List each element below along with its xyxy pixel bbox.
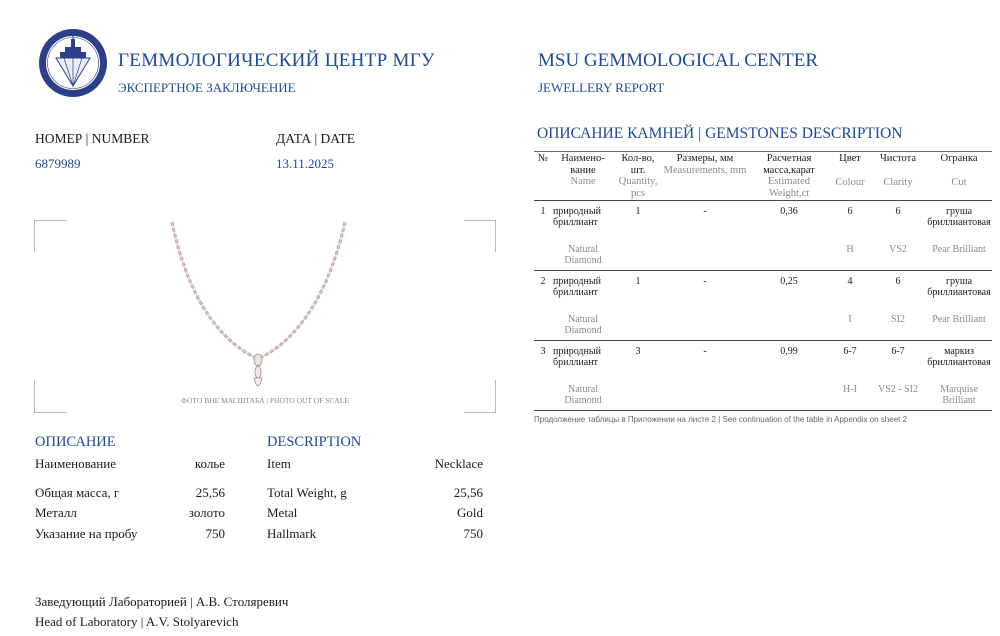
gemstones-table xyxy=(534,151,992,411)
col-cut xyxy=(926,152,992,201)
weight-label-en: Total Weight, g xyxy=(267,485,347,500)
col-weight xyxy=(748,152,830,201)
cell-clarity-ru: 6-7 xyxy=(870,341,926,369)
cell-weight: 0,99 xyxy=(748,341,830,369)
cell-colour-en: H-I xyxy=(830,368,870,411)
subtitle-ru: ЭКСПЕРТНОЕ ЗАКЛЮЧЕНИЕ xyxy=(118,80,296,95)
cell-clarity-en: VS2 xyxy=(889,244,907,255)
table-row xyxy=(534,201,992,229)
date-value: 13.11.2025 xyxy=(276,156,335,171)
title-ru: ГЕММОЛОГИЧЕСКИЙ ЦЕНТР МГУ xyxy=(118,50,435,71)
col-meas-en: Measurements, mm xyxy=(663,164,747,176)
table-header xyxy=(534,152,992,201)
cell-name-en: Natural Diamond xyxy=(564,314,602,336)
col-meas-ru: Размеры, мм xyxy=(676,153,734,164)
col-name xyxy=(552,152,614,201)
metal-value-en: Gold xyxy=(457,505,483,520)
col-colour-en: Colour xyxy=(835,176,865,188)
cell-colour-en: H xyxy=(846,244,854,255)
weight-value-ru: 25,56 xyxy=(195,485,225,500)
number-label: НОМЕР | NUMBER xyxy=(35,131,150,146)
hallmark-value-en: 750 xyxy=(463,526,483,541)
cell-qty: 1 xyxy=(614,201,662,229)
item-label-ru: Наименование xyxy=(35,456,116,471)
description-title-ru: ОПИСАНИЕ xyxy=(35,434,116,450)
col-clarity-en: Clarity xyxy=(883,176,913,188)
hallmark-value-ru: 750 xyxy=(205,526,225,541)
col-weight-en: Estimated Weight,ct xyxy=(768,176,810,199)
msu-emblem-logo xyxy=(38,28,108,98)
cell-cut-en: Pear Brilliant xyxy=(932,244,986,255)
col-cut-en: Cut xyxy=(951,176,967,188)
number-value: 6879989 xyxy=(35,156,81,171)
table-row xyxy=(534,228,992,271)
item-value-en: Necklace xyxy=(434,456,483,471)
item-value-ru: колье xyxy=(194,456,225,471)
signature-en: Head of Laboratory | A.V. Stolyarevich xyxy=(35,614,239,629)
cell-weight: 0,36 xyxy=(748,201,830,229)
col-clarity-ru: Чистота xyxy=(879,153,917,164)
cell-meas: - xyxy=(662,341,748,369)
cell-cut-ru: груша бриллиантовая xyxy=(926,271,992,299)
col-name-en: Name xyxy=(570,176,596,187)
cell-name-ru: природный бриллиант xyxy=(552,271,614,299)
col-no: № xyxy=(534,152,552,201)
signature-ru: Заведующий Лабораторией | А.В. Столяревич xyxy=(35,594,289,609)
cell-meas: - xyxy=(662,201,748,229)
cell-clarity-en: VS2 - SI2 xyxy=(870,368,926,411)
cell-meas: - xyxy=(662,271,748,299)
cell-name-en: Natural Diamond xyxy=(552,368,614,411)
weight-label-ru: Общая масса, г xyxy=(35,485,120,500)
table-row xyxy=(534,271,992,299)
cell-cut-ru: маркиз бриллиантовая xyxy=(926,341,992,369)
col-qty xyxy=(614,152,662,201)
hallmark-label-ru: Указание на пробу xyxy=(35,526,138,541)
table-row xyxy=(534,368,992,411)
col-clarity xyxy=(870,152,926,201)
cell-no: 3 xyxy=(534,341,552,369)
col-qty-en: Quantity, pcs xyxy=(618,176,658,199)
cell-cut-en: Pear Brilliant xyxy=(932,314,986,325)
cell-cut-ru: груша бриллиантовая xyxy=(926,201,992,229)
cell-name-ru: природный бриллиант xyxy=(552,201,614,229)
cell-weight: 0,25 xyxy=(748,271,830,299)
cell-qty: 3 xyxy=(614,341,662,369)
weight-value-en: 25,56 xyxy=(453,485,483,500)
cell-no: 2 xyxy=(534,271,552,299)
cell-clarity-en: SI2 xyxy=(891,314,905,325)
table-row xyxy=(534,298,992,341)
gemstones-title: ОПИСАНИЕ КАМНЕЙ | GEMSTONES DESCRIPTION xyxy=(537,125,903,142)
cell-clarity-ru: 6 xyxy=(870,201,926,229)
metal-label-en: Metal xyxy=(267,505,298,520)
col-colour-ru: Цвет xyxy=(839,153,861,164)
cell-qty: 1 xyxy=(614,271,662,299)
necklace-photo xyxy=(34,220,496,413)
table-row xyxy=(534,341,992,369)
photo-caption: ФОТО ВНЕ МАСШТАБА | PHOTO OUT OF SCALE xyxy=(181,396,349,405)
cell-colour-en: I xyxy=(848,314,852,325)
table-continuation-note: Продолжение таблицы в Приложении на листе 2 | See continuation of the table in Appendix on sheet 2 xyxy=(534,415,908,424)
cell-name-en: Natural Diamond xyxy=(564,244,602,266)
col-cut-ru: Огранка xyxy=(940,153,978,164)
cell-colour-ru: 6-7 xyxy=(830,341,870,369)
hallmark-label-en: Hallmark xyxy=(267,526,317,541)
metal-value-ru: золото xyxy=(188,505,225,520)
cell-name-ru: природный бриллиант xyxy=(552,341,614,369)
col-name-ru: Наимено-вание xyxy=(561,153,605,176)
item-label-en: Item xyxy=(267,456,291,471)
title-en: MSU GEMMOLOGICAL CENTER xyxy=(538,50,819,71)
description-title-en: DESCRIPTION xyxy=(267,434,362,450)
cell-colour-ru: 4 xyxy=(830,271,870,299)
col-colour xyxy=(830,152,870,201)
cell-cut-en: Marquise Brilliant xyxy=(926,368,992,411)
cell-clarity-ru: 6 xyxy=(870,271,926,299)
cell-no: 1 xyxy=(534,201,552,229)
subtitle-en: JEWELLERY REPORT xyxy=(538,80,665,95)
col-meas xyxy=(662,152,748,201)
col-qty-ru: Кол-во, шт. xyxy=(621,153,655,176)
metal-label-ru: Металл xyxy=(35,505,77,520)
date-label: ДАТА | DATE xyxy=(276,131,356,146)
cell-colour-ru: 6 xyxy=(830,201,870,229)
col-weight-ru: Расчетная масса,карат xyxy=(763,153,815,176)
